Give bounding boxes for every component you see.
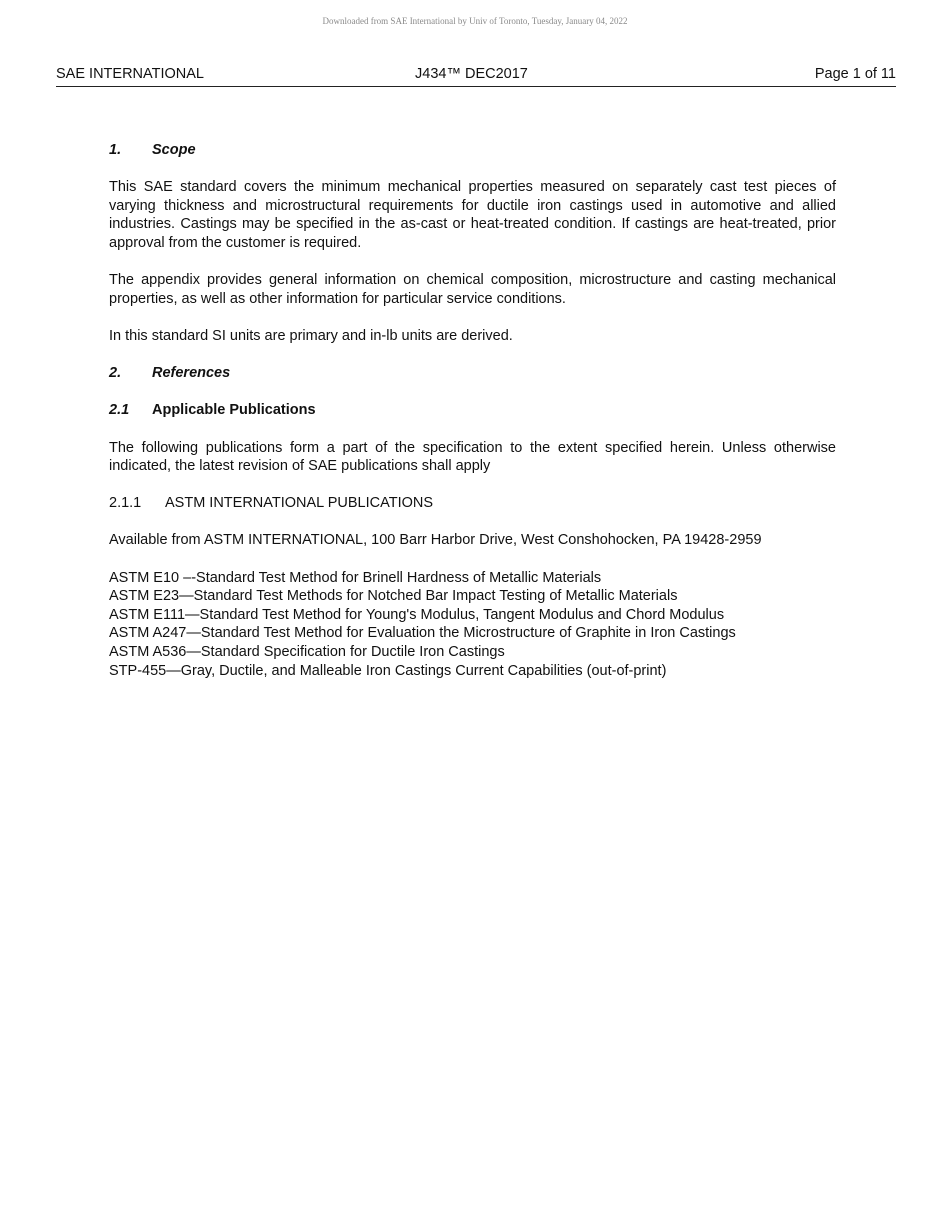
section-2-1-heading bbox=[109, 401, 836, 420]
publications-paragraph: The following publications form a part of the specification to the extent specified herein. Unless otherwise indicated, the latest revision of SAE publications shall apply bbox=[109, 439, 836, 475]
section-1-title: Scope bbox=[152, 142, 196, 158]
section-2-1-1-number: 2.1.1 bbox=[109, 495, 142, 512]
reference-list bbox=[109, 569, 836, 681]
download-watermark: Downloaded from SAE International by Univ of Toronto, Tuesday, January 04, 2022 bbox=[322, 16, 628, 26]
header-org: SAE INTERNATIONAL bbox=[56, 66, 204, 82]
section-2-1-1-heading bbox=[109, 494, 836, 513]
header-page-number: Page 1 of 11 bbox=[814, 66, 896, 82]
appendix-paragraph: The appendix provides general information on chemical composition, microstructure and casting mechanical properties, as well as other information for particular service conditions. bbox=[109, 272, 836, 307]
list-item: ASTM A536—Standard Specification for Ductile Iron Castings bbox=[109, 644, 505, 661]
section-1-heading bbox=[109, 141, 836, 160]
units-paragraph: In this standard SI units are primary and in-lb units are derived. bbox=[109, 327, 513, 344]
list-item: ASTM E10 –-Standard Test Method for Brinell Hardness of Metallic Materials bbox=[109, 569, 602, 586]
section-2-1-1-title: ASTM INTERNATIONAL PUBLICATIONS bbox=[165, 495, 434, 512]
section-2-number: 2. bbox=[109, 365, 122, 382]
list-item: ASTM E111—Standard Test Method for Young's Modulus, Tangent Modulus and Chord Modulus bbox=[109, 606, 725, 623]
section-1-number: 1. bbox=[109, 142, 122, 158]
document-body bbox=[109, 141, 836, 680]
astm-address: Available from ASTM INTERNATIONAL, 100 Barr Harbor Drive, West Conshohocken, PA 19428-2959 bbox=[109, 532, 762, 549]
header-doc-id: J434™ DEC2017 bbox=[415, 66, 528, 82]
list-item: STP-455—Gray, Ductile, and Malleable Iron Castings Current Capabilities (out-of-print) bbox=[109, 662, 667, 679]
scope-paragraph: This SAE standard covers the minimum mechanical properties measured on separately cast test pieces of varying thickness and microstructural requirements for ductile iron castings used in automotive and allied industries. Castings may be specified in the as-cast or heat-treated condition. If castings are heat-treated, prior approval from the customer is required. bbox=[109, 179, 836, 251]
section-2-title: References bbox=[152, 365, 231, 382]
section-2-1-title: Applicable Publications bbox=[152, 402, 316, 419]
list-item: ASTM A247—Standard Test Method for Evaluation the Microstructure of Graphite in Iron Castings bbox=[109, 625, 736, 642]
section-2-heading bbox=[109, 364, 836, 383]
page-header bbox=[56, 66, 896, 87]
list-item: ASTM E23—Standard Test Methods for Notched Bar Impact Testing of Metallic Materials bbox=[109, 588, 678, 605]
section-2-1-number: 2.1 bbox=[109, 402, 130, 419]
